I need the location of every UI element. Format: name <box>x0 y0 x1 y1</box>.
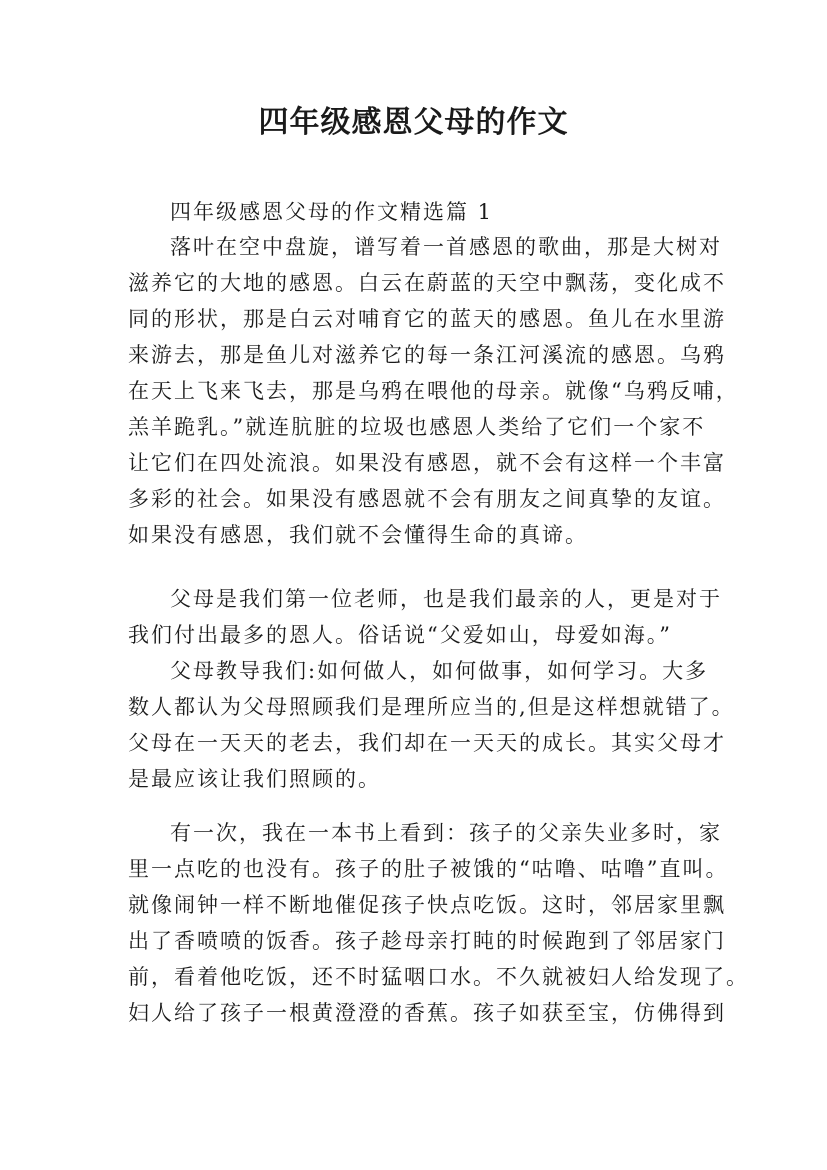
text-line: 多彩的社会。如果没有感恩就不会有朋友之间真挚的友谊。 <box>128 487 726 511</box>
text-line: 同的形状，那是白云对哺育它的蓝天的感恩。鱼儿在水里游 <box>128 307 726 331</box>
text-line: 数人都认为父母照顾我们是理所应当的,但是这样想就错了。 <box>128 695 735 719</box>
text-line: 父母教导我们:如何做人，如何做事，如何学习。大多 <box>170 659 709 683</box>
text-line: 出了香喷喷的饭香。孩子趁母亲打盹的时候跑到了邻居家门 <box>128 929 726 953</box>
text-line: 前，看着他吃饭，还不时猛咽口水。不久就被妇人给发现了。 <box>128 965 749 989</box>
document-title: 四年级感恩父母的作文 <box>258 105 569 140</box>
text-line: 有一次，我在一本书上看到：孩子的父亲失业多时，家 <box>170 821 722 845</box>
text-line: 让它们在四处流浪。如果没有感恩，就不会有这样一个丰富 <box>128 451 726 475</box>
text-line: 滋养它的大地的感恩。白云在蔚蓝的天空中飘荡，变化成不 <box>128 271 726 295</box>
text-line: 里一点吃的也没有。孩子的肚子被饿的“咕噜、咕噜”直叫。 <box>128 857 729 881</box>
text-line: 父母在一天天的老去，我们却在一天天的成长。其实父母才 <box>128 731 726 755</box>
text-line: 如果没有感恩，我们就不会懂得生命的真谛。 <box>128 523 588 547</box>
section-heading: 四年级感恩父母的作文精选篇 1 <box>170 200 494 224</box>
text-line: 来游去，那是鱼儿对滋养它的每一条江河溪流的感恩。乌鸦 <box>128 343 726 367</box>
text-line: 羔羊跪乳。”就连肮脏的垃圾也感恩人类给了它们一个家不 <box>128 415 706 439</box>
text-line: 就像闹钟一样不断地催促孩子快点吃饭。这时，邻居家里飘 <box>128 893 726 917</box>
text-line: 是最应该让我们照顾的。 <box>128 767 381 791</box>
text-line: 父母是我们第一位老师，也是我们最亲的人，更是对于 <box>170 587 722 611</box>
text-line: 在天上飞来飞去，那是乌鸦在喂他的母亲。就像“乌鸦反哺， <box>128 379 739 403</box>
text-line: 妇人给了孩子一根黄澄澄的香蕉。孩子如获至宝，仿佛得到 <box>128 1001 726 1025</box>
text-line: 我们付出最多的恩人。俗话说“父爱如山，母爱如海。” <box>128 623 672 647</box>
text-line: 落叶在空中盘旋，谱写着一首感恩的歌曲，那是大树对 <box>170 235 722 259</box>
